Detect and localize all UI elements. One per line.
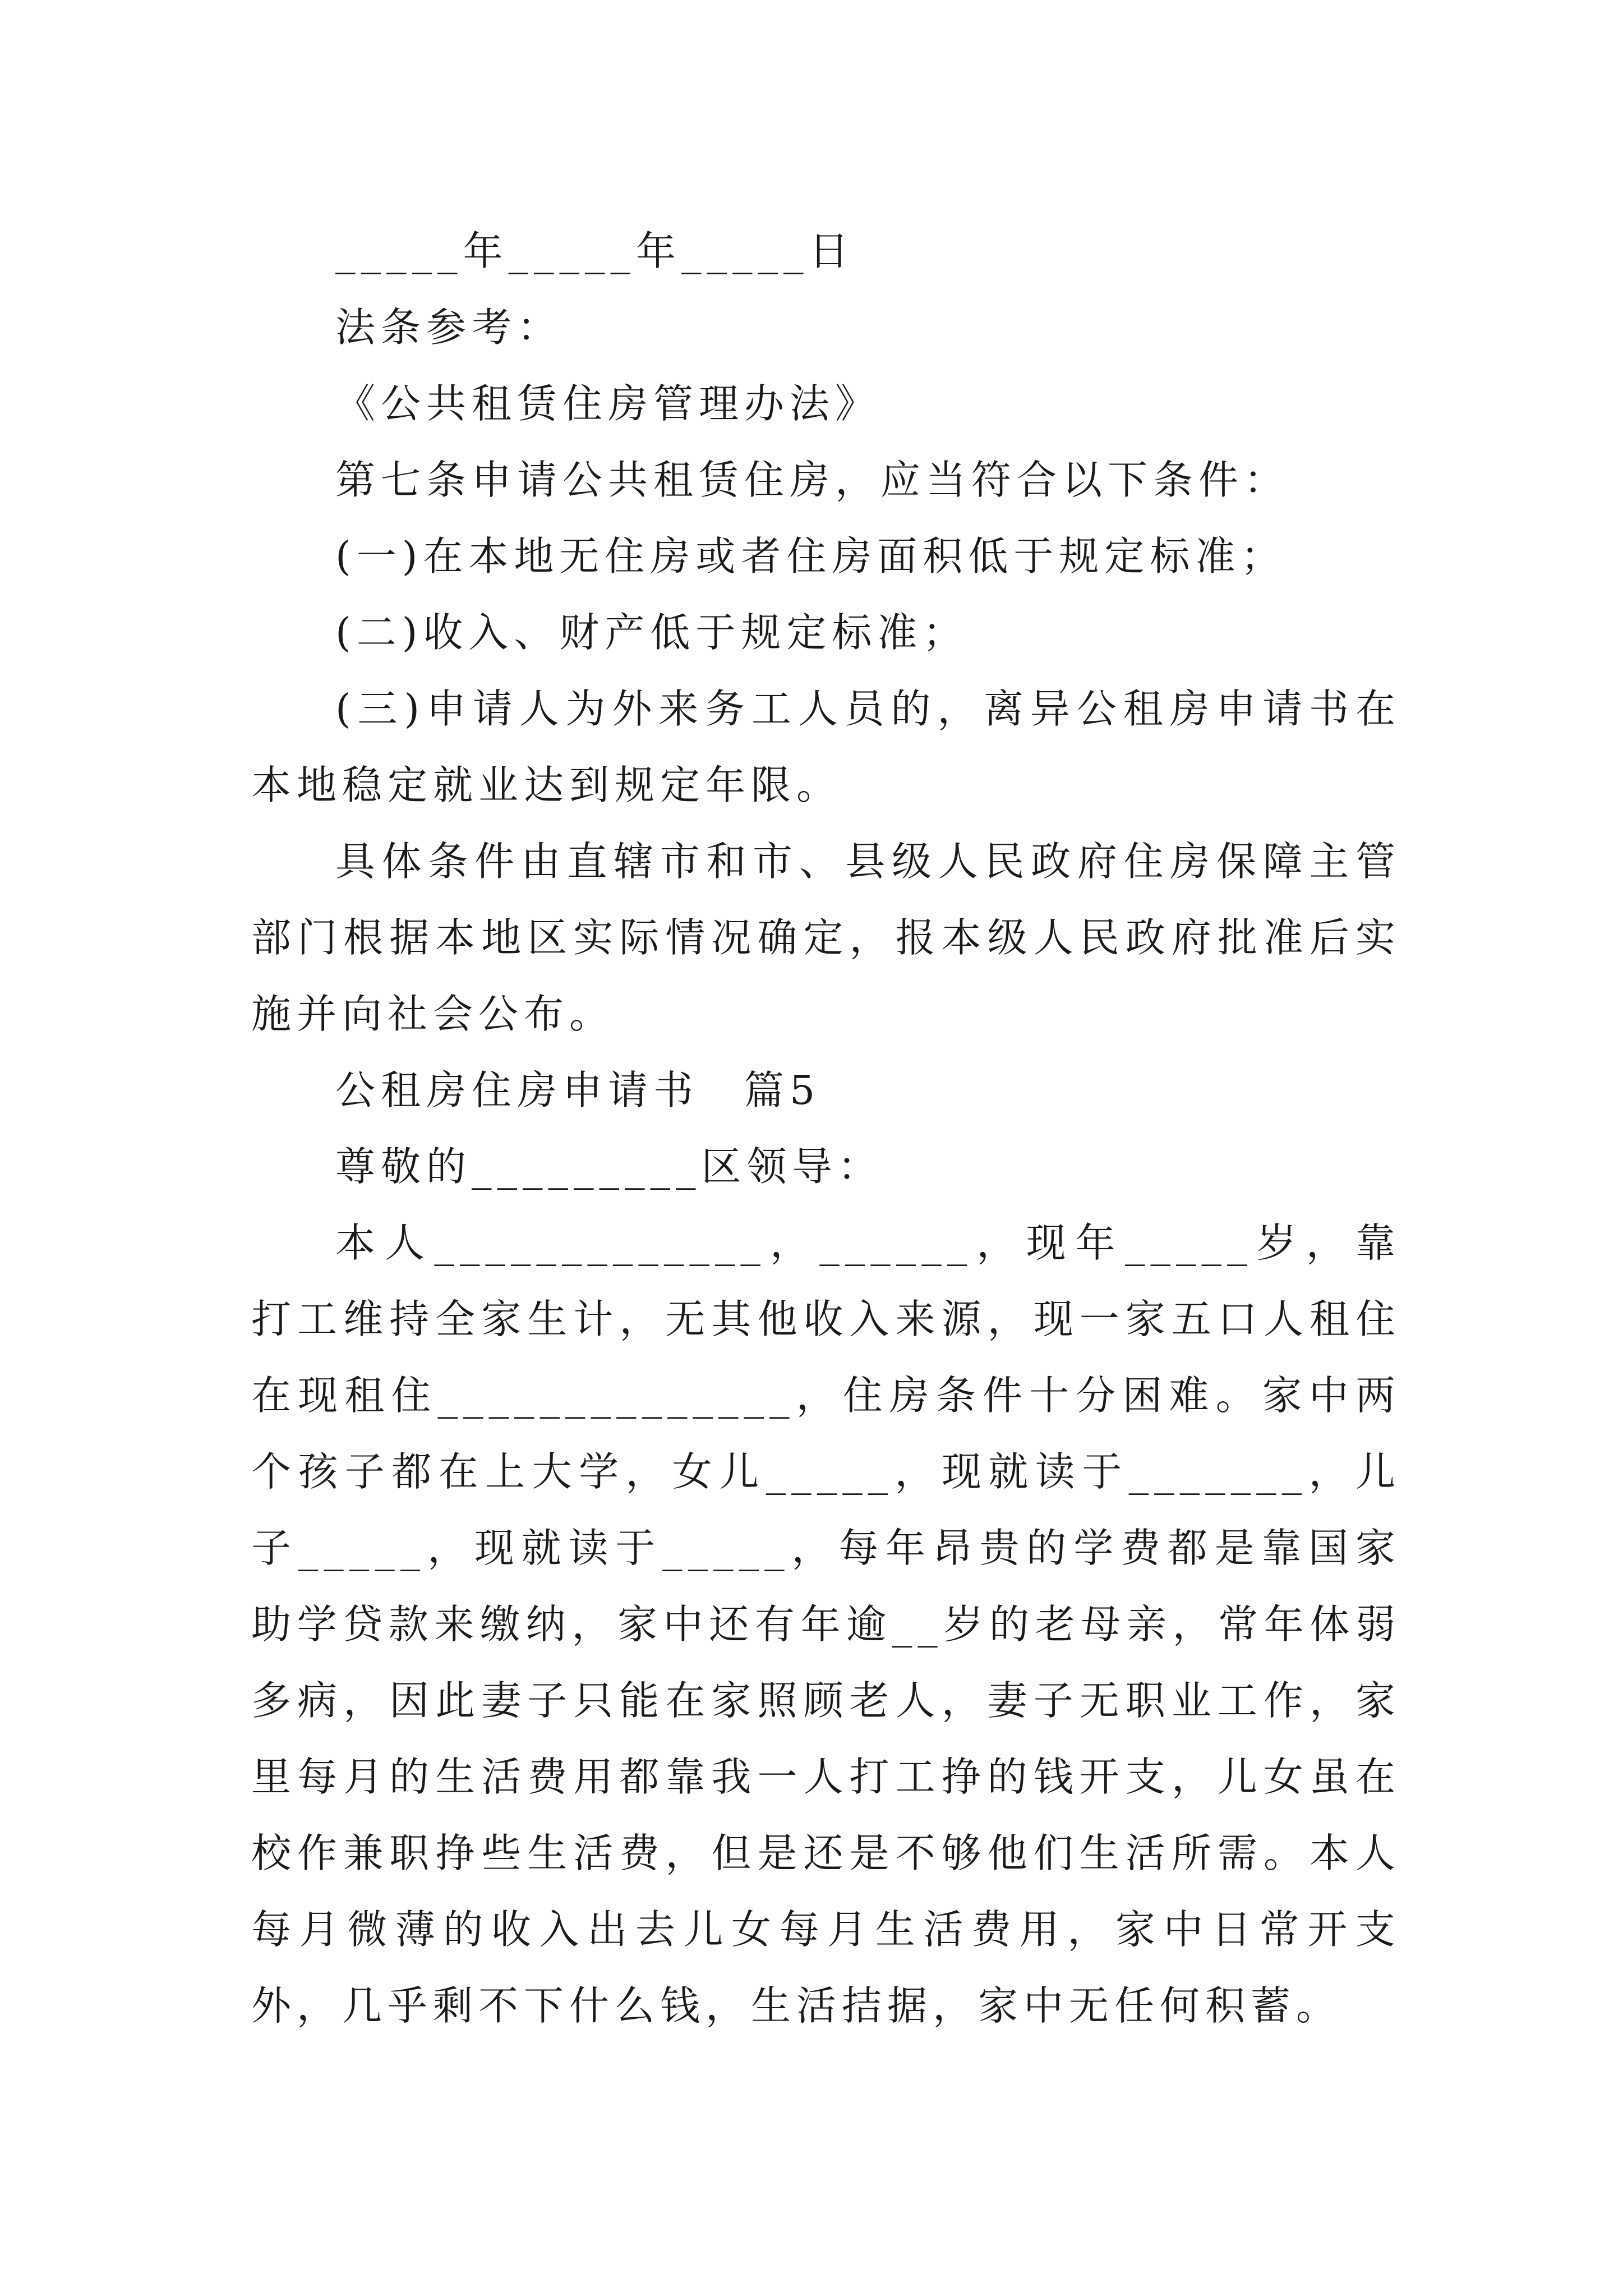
condition-two: (二)收入、财产低于规定标准；	[335, 609, 969, 656]
regulation-title: 《公共租赁住房管理办法》	[335, 380, 881, 427]
section-title: 公租房住房申请书 篇5	[335, 1067, 821, 1114]
salutation: 尊敬的_________区领导：	[335, 1143, 883, 1190]
condition-three: (三)申请人为外来务工人员的，离异公租房申请书在本地稳定就业达到规定年限。	[251, 685, 1401, 808]
document-body	[251, 213, 1401, 2044]
condition-one: (一)在本地无住房或者住房面积低于规定标准；	[335, 533, 1287, 579]
application-body: 本人_____________，______，现年_____岁，靠打工维持全家生计，无其他收入来源，现一家五口人租住在现租住______________，住房条件十分困难。家中两个孩子都在上大学，女儿_____，现就读于_______，儿子_____，现就读于_____，每年昂贵的学费都是靠国家助学贷款来缴纳，家中还有年逾__岁的老母亲，常年体弱多病，因此妻子只能在家照顾老人，妻子无职业工作，家里每月的生活费用都靠我一人打工挣的钱开支，儿女虽在校作兼职挣些生活费，但是还是不够他们生活所需。本人每月微薄的收入出去儿女每月生活费用，家中日常开支外，几乎剩不下什么钱，生活拮据，家中无任何积蓄。	[251, 1220, 1401, 2029]
article-seven: 第七条申请公共租赁住房，应当符合以下条件：	[335, 457, 1290, 503]
legal-reference-heading: 法条参考：	[335, 304, 563, 351]
date-line: _____年_____年_____日	[335, 228, 855, 274]
specific-conditions-paragraph: 具体条件由直辖市和市、县级人民政府住房保障主管部门根据本地区实际情况确定，报本级人民政府批准后实施并向社会公布。	[251, 838, 1401, 1037]
